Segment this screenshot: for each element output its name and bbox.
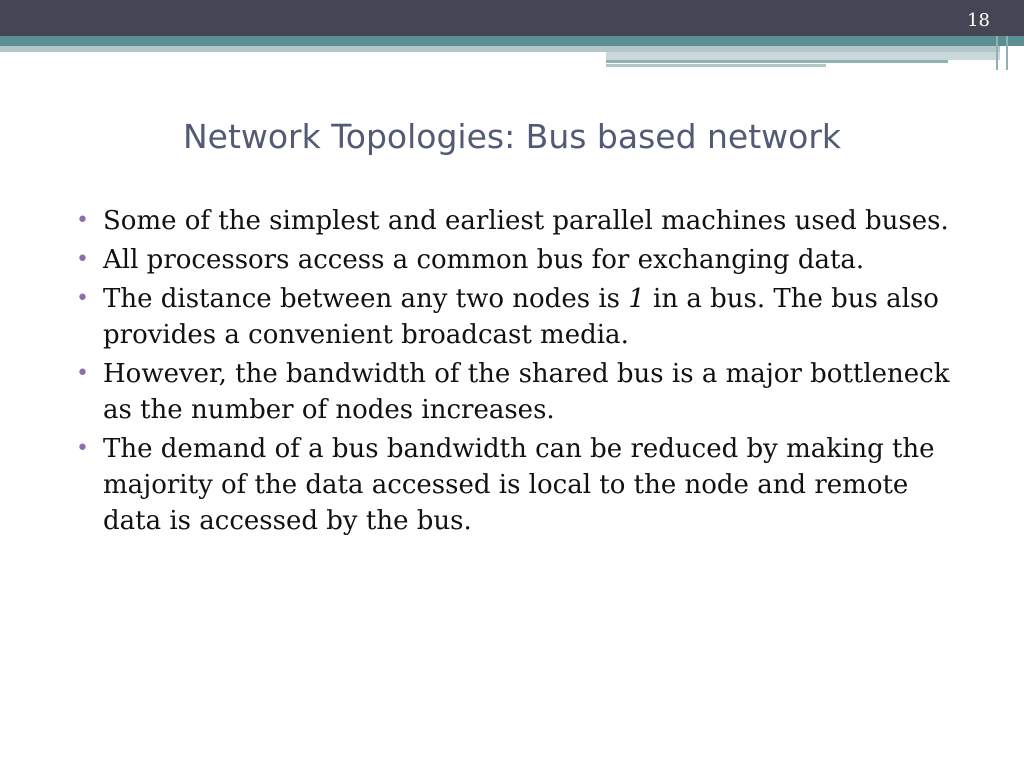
header-accent-line	[606, 52, 1000, 60]
header-accent-line	[606, 64, 826, 67]
bullet-text: The demand of a bus bandwidth can be reduced by making the majority of the data accessed is local to the node and remote data is accessed by the bus.	[103, 434, 935, 536]
header-teal-stripe	[0, 36, 1024, 46]
bullet-text: However, the bandwidth of the shared bus is a major bottleneck as the number of nodes increases.	[103, 359, 950, 425]
bullet-text: Some of the simplest and earliest parallel machines used buses.	[103, 206, 949, 236]
bullet-text: in a bus. The bus also provides a convenient broadcast media.	[103, 284, 939, 350]
bullet-list	[74, 203, 974, 542]
bullet-item	[74, 431, 974, 539]
bullet-item	[74, 281, 974, 353]
header-bar	[0, 0, 1024, 36]
bullet-text: The distance between any two nodes is	[103, 284, 629, 314]
bullet-text: All processors access a common bus for exchanging data.	[103, 245, 865, 275]
slide-number: 18	[967, 10, 990, 31]
header-accent-line	[606, 60, 948, 63]
bullet-item	[74, 242, 974, 278]
bullet-item	[74, 356, 974, 428]
bullet-item	[74, 203, 974, 239]
header-edge-lines	[996, 36, 1008, 70]
slide-title: Network Topologies: Bus based network	[182, 117, 842, 156]
bullet-emphasis: 1	[628, 284, 645, 314]
